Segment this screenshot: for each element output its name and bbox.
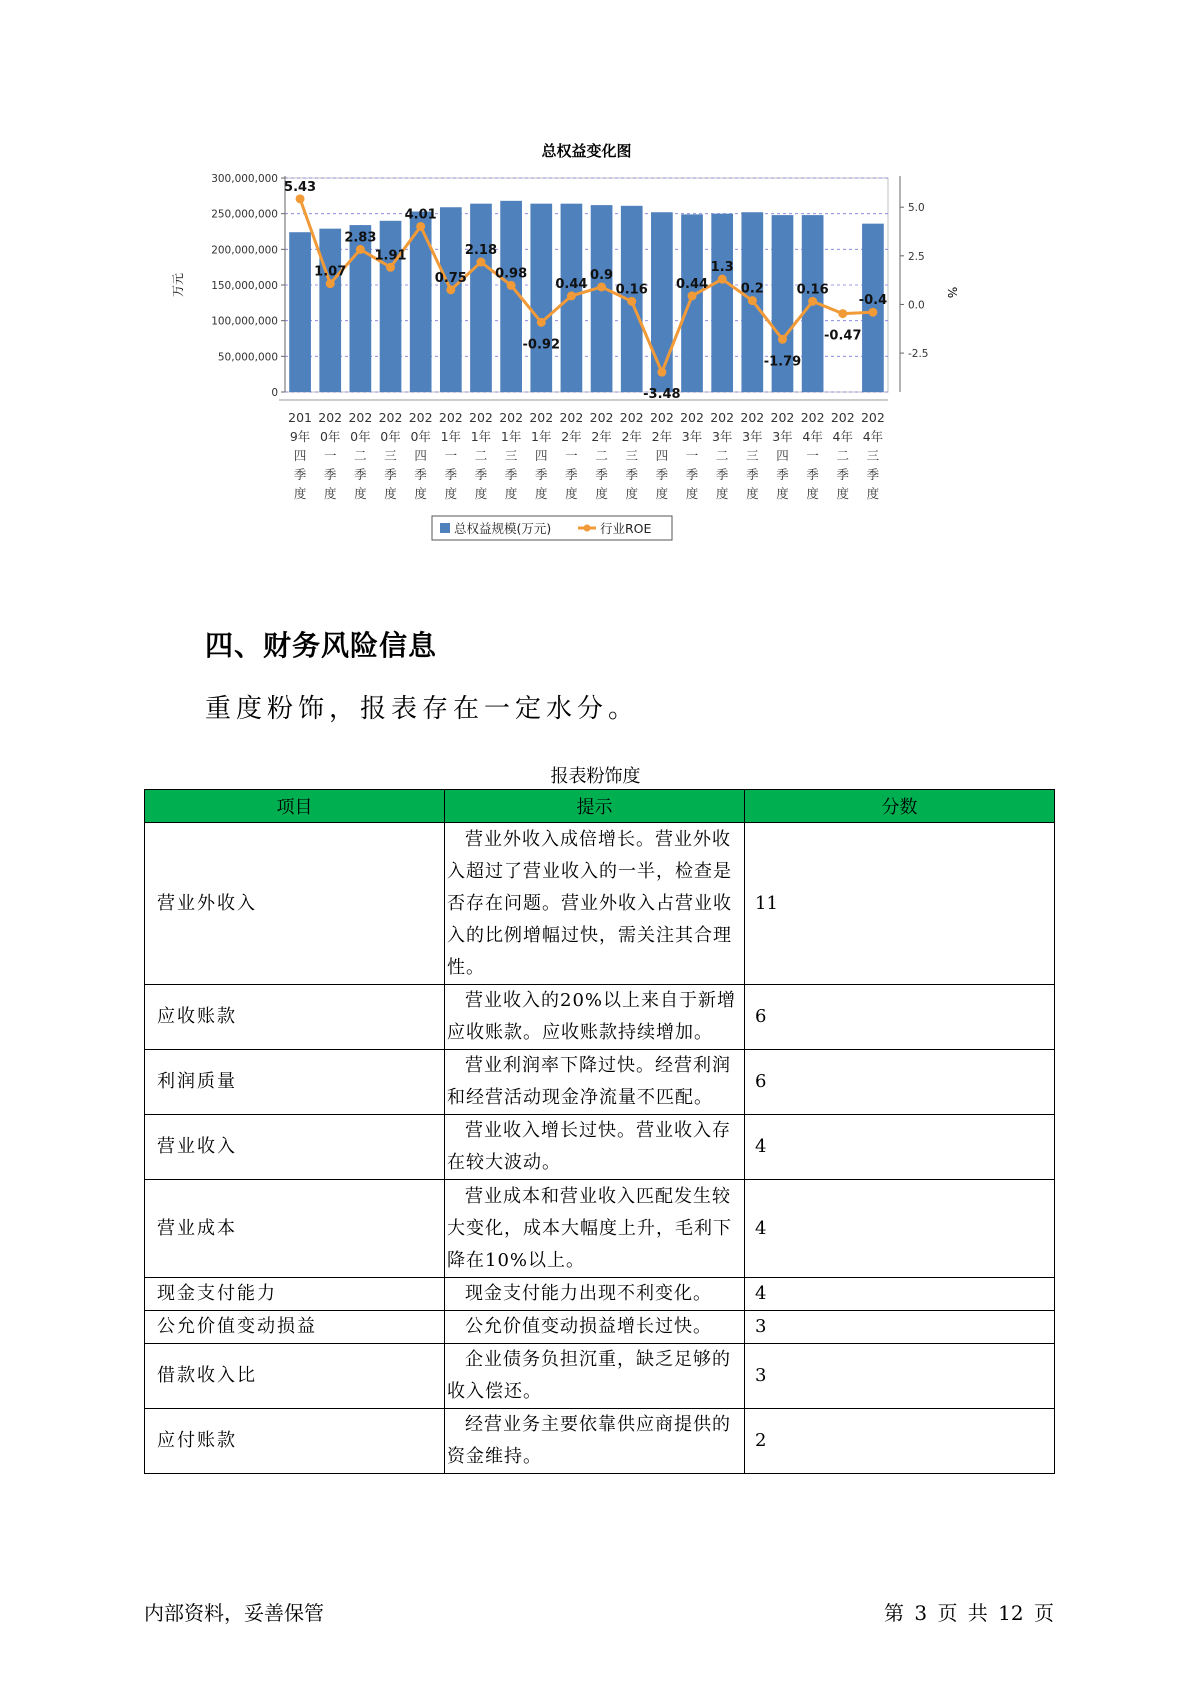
table-row: [145, 1278, 1055, 1311]
x-tick-label: 202: [499, 410, 524, 425]
y2-tick-label: 5.0: [908, 202, 925, 215]
y2-tick-label: -2.5: [908, 348, 929, 361]
row-hint: 企业债务负担沉重，缺乏足够的收入偿还。: [445, 1344, 745, 1409]
y2-tick-label: 2.5: [908, 250, 925, 263]
roe-data-label: 0.75: [434, 270, 467, 286]
x-tick-label: 三: [746, 448, 759, 463]
roe-point: [627, 297, 636, 306]
row-hint: 公允价值变动损益增长过快。: [445, 1311, 745, 1344]
roe-point: [356, 245, 365, 254]
x-tick-label: 度: [474, 486, 488, 501]
row-score: 6: [745, 1050, 1055, 1115]
x-tick-label: 3年: [772, 429, 793, 444]
x-tick-label: 度: [444, 486, 458, 501]
x-tick-label: 二: [715, 448, 729, 463]
x-tick-label: 季: [625, 467, 638, 482]
bar: [711, 214, 733, 392]
roe-data-label: 4.01: [404, 207, 437, 223]
x-tick-label: 二: [836, 448, 850, 463]
row-score: 2: [745, 1409, 1055, 1474]
x-tick-label: 度: [836, 486, 850, 501]
roe-data-label: -0.92: [522, 337, 561, 353]
legend-swatch-marker: [584, 525, 591, 532]
row-hint: 经营业务主要依靠供应商提供的资金维持。: [445, 1409, 745, 1474]
table-row: [145, 823, 1055, 985]
x-tick-label: 202: [408, 410, 433, 425]
x-tick-label: 202: [438, 410, 463, 425]
x-tick-label: 度: [565, 486, 578, 501]
roe-point: [718, 275, 727, 284]
table-row: [145, 1344, 1055, 1409]
x-tick-label: 三: [384, 448, 397, 463]
x-tick-label: 201: [288, 410, 313, 425]
x-tick-label: 四: [655, 448, 669, 463]
x-tick-label: 季: [384, 467, 397, 482]
roe-point: [446, 285, 455, 294]
x-tick-label: 202: [649, 410, 674, 425]
x-tick-label: 度: [384, 486, 397, 501]
x-tick-label: 202: [529, 410, 554, 425]
x-tick-label: 度: [354, 486, 367, 501]
roe-data-label: -0.47: [824, 328, 862, 344]
x-tick-label: 一: [323, 448, 337, 463]
x-tick-label: 0年: [319, 429, 341, 444]
row-hint: 营业外收入成倍增长。营业外收入超过了营业收入的一半，检查是否存在问题。营业外收入占营业收入的比例增幅过快，需关注其合理性。: [445, 823, 745, 985]
y2-axis-label: %: [945, 286, 959, 299]
x-tick-label: 四: [535, 448, 548, 463]
x-tick-label: 季: [776, 467, 789, 482]
x-tick-label: 度: [776, 486, 789, 501]
bar: [651, 212, 673, 392]
legend-swatch-bar: [440, 523, 450, 533]
table-caption: 报表粉饰度: [550, 766, 641, 787]
roe-point: [688, 291, 697, 300]
row-score: 6: [745, 985, 1055, 1050]
roe-data-label: 1.91: [374, 248, 407, 264]
y2-tick-label: 0.0: [908, 299, 925, 312]
x-tick-label: 1年: [500, 429, 522, 444]
x-tick-label: 2年: [591, 429, 612, 444]
x-tick-label: 2年: [651, 429, 673, 444]
x-tick-label: 度: [655, 486, 669, 501]
roe-data-label: 0.98: [495, 266, 528, 282]
bar: [289, 232, 311, 392]
x-tick-label: 一: [444, 448, 458, 463]
roe-point: [296, 194, 305, 203]
row-item: 利润质量: [145, 1050, 445, 1115]
roe-point: [386, 263, 395, 272]
bar: [530, 204, 552, 392]
table-row: [145, 1180, 1055, 1278]
x-tick-label: 四: [776, 448, 789, 463]
bar: [681, 214, 703, 392]
x-tick-label: 0年: [410, 429, 431, 444]
x-tick-label: 202: [740, 410, 765, 425]
equity-chart: [170, 136, 970, 596]
x-tick-label: 四: [414, 448, 427, 463]
row-score: 4: [745, 1278, 1055, 1311]
section-title: 四、财务风险信息: [205, 629, 438, 662]
x-tick-label: 4年: [832, 429, 854, 444]
roe-point: [868, 308, 877, 317]
x-tick-label: 季: [354, 467, 367, 482]
roe-data-label: -0.4: [858, 293, 888, 309]
row-score: 11: [745, 823, 1055, 985]
x-tick-label: 度: [806, 486, 819, 501]
x-tick-label: 度: [504, 486, 518, 501]
row-hint: 营业收入增长过快。营业收入存在较大波动。: [445, 1115, 745, 1180]
x-tick-label: 3年: [681, 429, 703, 444]
roe-data-label: 2.18: [464, 243, 498, 259]
roe-data-label: -3.48: [643, 387, 681, 403]
x-tick-label: 三: [504, 448, 518, 463]
row-item: 公允价值变动损益: [145, 1311, 445, 1344]
x-tick-label: 202: [318, 410, 343, 425]
table-row: [145, 1409, 1055, 1474]
roe-point: [567, 291, 576, 300]
roe-point: [537, 318, 546, 327]
row-score: 4: [745, 1180, 1055, 1278]
roe-point: [838, 309, 847, 318]
row-item: 营业成本: [145, 1180, 445, 1278]
x-tick-label: 四: [293, 448, 307, 463]
x-tick-label: 度: [323, 486, 337, 501]
bar: [470, 204, 492, 392]
x-tick-label: 202: [559, 410, 584, 425]
x-tick-label: 二: [354, 448, 367, 463]
x-tick-label: 202: [469, 410, 493, 425]
roe-data-label: 1.3: [710, 260, 734, 276]
roe-data-label: 1.07: [314, 264, 347, 280]
x-tick-label: 度: [535, 486, 548, 501]
equity-chart-svg: [170, 136, 970, 596]
legend-label-bar: 总权益规模(万元): [454, 521, 552, 536]
x-tick-label: 度: [414, 486, 427, 501]
roe-data-label: 0.44: [555, 276, 588, 292]
row-item: 应收账款: [145, 985, 445, 1050]
roe-point: [476, 258, 485, 267]
x-tick-label: 季: [474, 467, 488, 482]
x-tick-label: 4年: [862, 429, 884, 444]
x-tick-label: 一: [806, 448, 819, 463]
roe-point: [808, 297, 817, 306]
x-tick-label: 三: [625, 448, 638, 463]
x-tick-label: 季: [685, 467, 699, 482]
roe-data-label: 0.16: [615, 282, 648, 298]
roe-data-label: -1.79: [763, 354, 802, 370]
roe-data-label: 0.16: [796, 282, 829, 298]
x-tick-label: 1年: [440, 429, 462, 444]
x-tick-label: 一: [565, 448, 578, 463]
y-tick-label: 100,000,000: [211, 315, 278, 328]
roe-data-label: 0.9: [590, 267, 614, 283]
x-tick-label: 度: [715, 486, 729, 501]
x-tick-label: 202: [619, 410, 644, 425]
y-axis-label: 万元: [171, 272, 185, 298]
y-tick-label: 300,000,000: [211, 173, 278, 185]
x-tick-label: 1年: [531, 429, 552, 444]
x-tick-label: 度: [685, 486, 699, 501]
header-hint: 提示: [445, 790, 745, 823]
x-tick-label: 202: [830, 410, 855, 425]
bar: [591, 205, 613, 392]
row-item: 应付账款: [145, 1409, 445, 1474]
x-tick-label: 二: [595, 448, 608, 463]
row-score: 3: [745, 1344, 1055, 1409]
row-item: 借款收入比: [145, 1344, 445, 1409]
x-tick-label: 2年: [561, 429, 582, 444]
table-row: [145, 985, 1055, 1050]
x-tick-label: 度: [293, 486, 307, 501]
chart-title: 总权益变化图: [541, 142, 632, 160]
row-score: 3: [745, 1311, 1055, 1344]
row-hint: 现金支付能力出现不利变化。: [445, 1278, 745, 1311]
roe-point: [507, 281, 516, 290]
x-tick-label: 季: [806, 467, 819, 482]
x-tick-label: 3年: [742, 429, 763, 444]
x-tick-label: 季: [746, 467, 759, 482]
roe-point: [416, 222, 425, 231]
y-tick-label: 50,000,000: [217, 351, 278, 364]
table-row: [145, 1050, 1055, 1115]
x-tick-label: 季: [565, 467, 578, 482]
row-score: 4: [745, 1115, 1055, 1180]
bar: [380, 221, 402, 392]
row-hint: 营业利润率下降过快。经营利润和经营活动现金净流量不匹配。: [445, 1050, 745, 1115]
roe-data-label: 0.2: [740, 281, 764, 297]
x-tick-label: 9年: [289, 429, 311, 444]
x-tick-label: 2年: [621, 429, 642, 444]
table-header-row: [145, 790, 1055, 823]
bar: [319, 229, 341, 392]
footer-confidential-note: 内部资料，妥善保管: [144, 1601, 324, 1625]
row-item: 现金支付能力: [145, 1278, 445, 1311]
x-tick-label: 三: [866, 448, 880, 463]
section-body: 重度粉饰，报表存在一定水分。: [205, 694, 640, 724]
x-tick-label: 一: [685, 448, 699, 463]
header-item: 项目: [145, 790, 445, 823]
x-tick-label: 季: [504, 467, 518, 482]
x-tick-label: 202: [680, 410, 704, 425]
x-tick-label: 季: [444, 467, 458, 482]
x-tick-label: 季: [595, 467, 608, 482]
y-tick-label: 0: [271, 387, 278, 399]
y-tick-label: 250,000,000: [211, 208, 278, 221]
bar: [440, 207, 462, 392]
x-tick-label: 季: [866, 467, 880, 482]
table-row: [145, 1115, 1055, 1180]
x-tick-label: 度: [595, 486, 608, 501]
x-tick-label: 度: [625, 486, 638, 501]
x-tick-label: 季: [655, 467, 669, 482]
risk-table: [144, 789, 1055, 1474]
x-tick-label: 4年: [802, 429, 823, 444]
x-tick-label: 202: [378, 410, 403, 425]
roe-point: [597, 282, 606, 291]
roe-point: [326, 279, 335, 288]
x-tick-label: 季: [293, 467, 307, 482]
row-hint: 营业成本和营业收入匹配发生较大变化，成本大幅度上升，毛利下降在10%以上。: [445, 1180, 745, 1278]
x-tick-label: 3年: [711, 429, 733, 444]
roe-point: [778, 335, 787, 344]
header-score: 分数: [745, 790, 1055, 823]
x-tick-label: 0年: [350, 429, 371, 444]
x-tick-label: 季: [715, 467, 729, 482]
footer-page-number: 第 3 页 共 12 页: [884, 1601, 1054, 1625]
x-tick-label: 二: [474, 448, 488, 463]
row-item: 营业外收入: [145, 823, 445, 985]
x-tick-label: 202: [710, 410, 735, 425]
x-tick-label: 202: [860, 410, 885, 425]
legend-label-line: 行业ROE: [600, 521, 652, 536]
x-tick-label: 202: [800, 410, 825, 425]
x-tick-label: 季: [414, 467, 427, 482]
x-tick-label: 202: [589, 410, 614, 425]
x-tick-label: 1年: [470, 429, 492, 444]
x-tick-label: 季: [535, 467, 548, 482]
x-tick-label: 度: [746, 486, 759, 501]
roe-point: [657, 368, 666, 377]
table-row: [145, 1311, 1055, 1344]
row-hint: 营业收入的20%以上来自于新增应收账款。应收账款持续增加。: [445, 985, 745, 1050]
x-tick-label: 季: [323, 467, 337, 482]
y-tick-label: 200,000,000: [211, 244, 278, 257]
x-tick-label: 0年: [380, 429, 401, 444]
row-item: 营业收入: [145, 1115, 445, 1180]
y-tick-label: 150,000,000: [211, 280, 278, 292]
roe-point: [748, 296, 757, 305]
x-tick-label: 季: [836, 467, 850, 482]
roe-data-label: 2.83: [344, 230, 377, 246]
roe-data-label: 0.44: [675, 276, 709, 292]
x-tick-label: 202: [348, 410, 373, 425]
x-tick-label: 202: [770, 410, 795, 425]
x-tick-label: 度: [866, 486, 880, 501]
roe-data-label: 5.43: [284, 179, 317, 195]
